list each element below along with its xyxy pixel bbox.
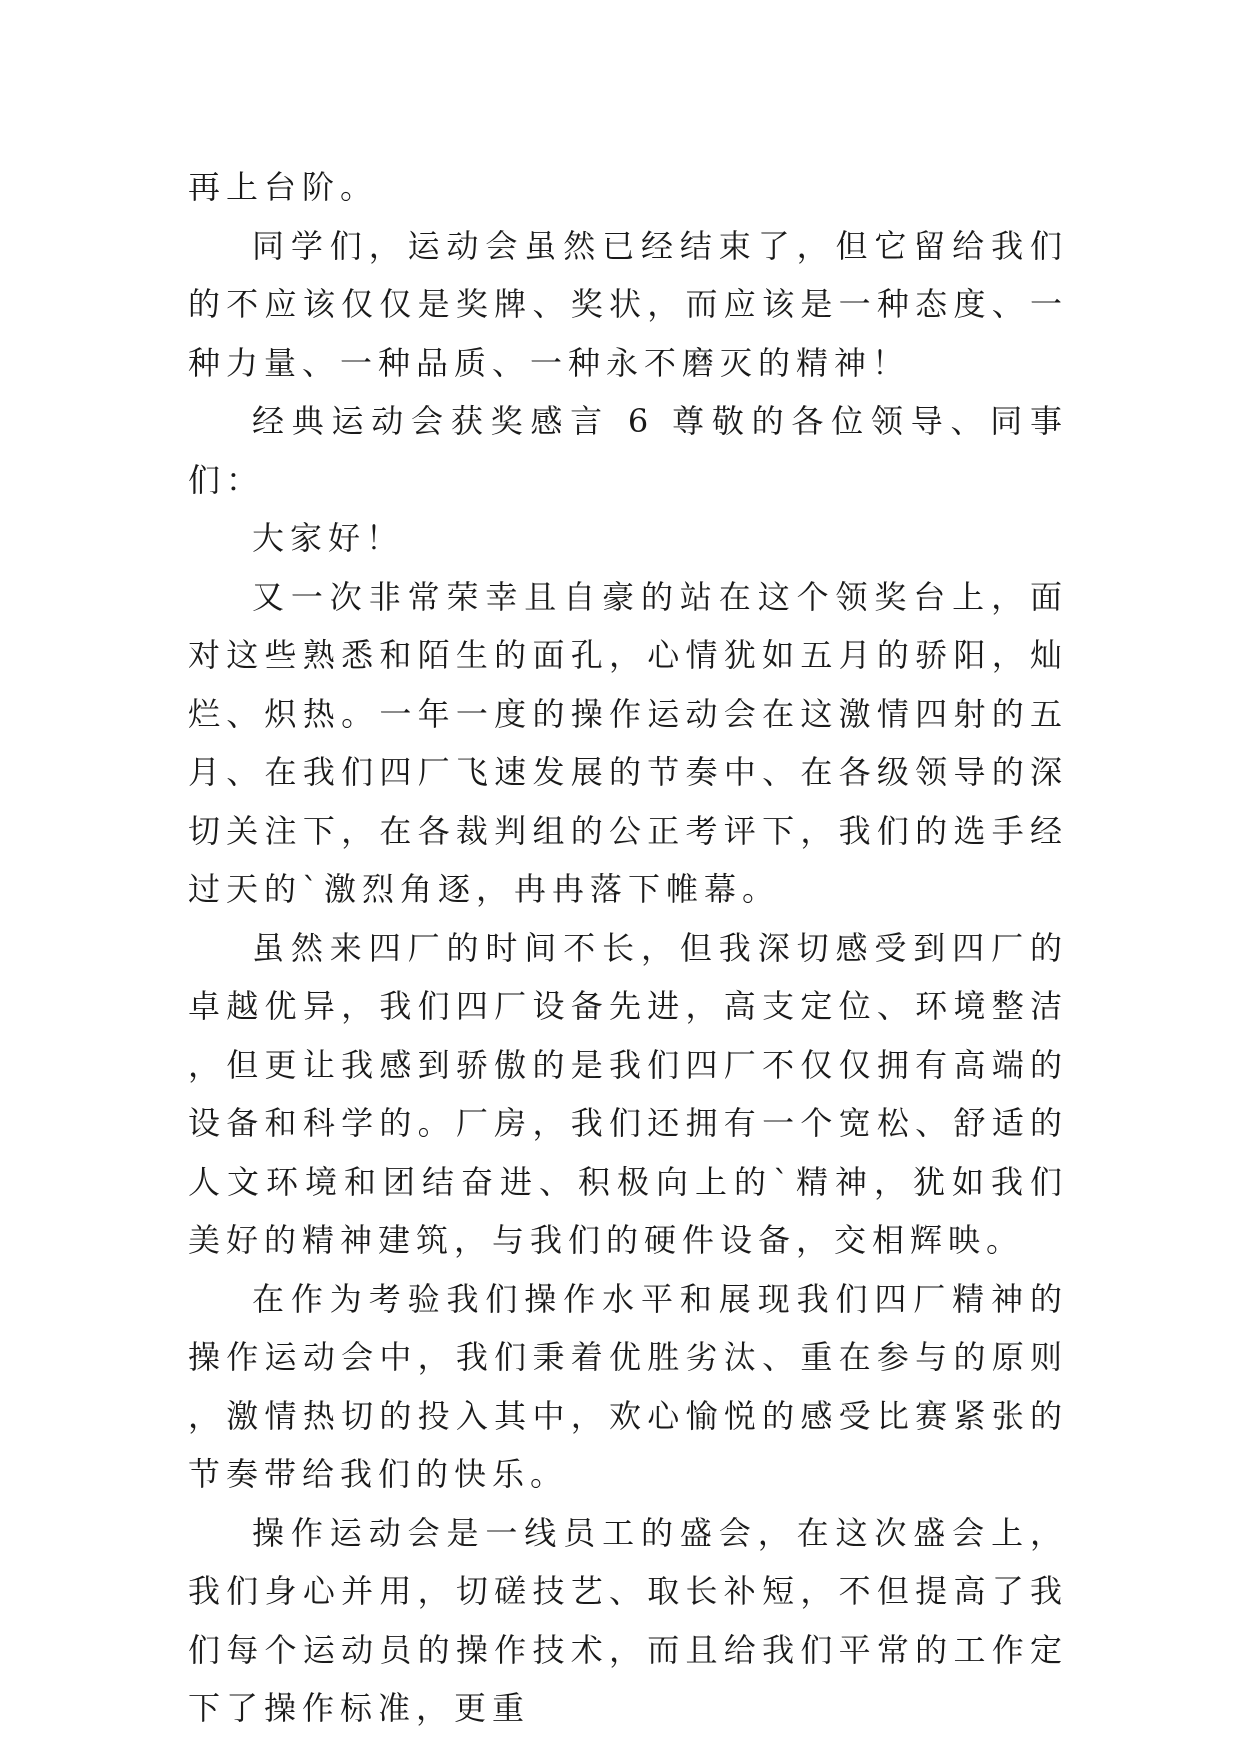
document-body (188, 158, 1068, 1738)
paragraph-7: 在作为考验我们操作水平和展现我们四厂精神的操作运动会中，我们秉着优胜劣汰、重在参与的原则，激情热切的投入其中，欢心愉悦的感受比赛紧张的节奏带给我们的快乐。 (188, 1279, 1068, 1493)
paragraph-3: 经典运动会获奖感言 6 尊敬的各位领导、同事们： (188, 402, 1068, 499)
paragraph-5: 又一次非常荣幸且自豪的站在这个领奖台上，面对这些熟悉和陌生的面孔，心情犹如五月的骄阳，灿烂、炽热。一年一度的操作运动会在这激情四射的五月、在我们四厂飞速发展的节奏中、在各级领导的深切关注下，在各裁判组的公正考评下，我们的选手经过天的`激烈角逐，冉冉落下帷幕。 (188, 577, 1068, 908)
paragraph-4: 大家好！ (252, 519, 405, 557)
paragraph-2: 同学们，运动会虽然已经结束了，但它留给我们的不应该仅仅是奖牌、奖状，而应该是一种态度、一种力量、一种品质、一种永不磨灭的精神！ (188, 226, 1068, 382)
paragraph-1: 再上台阶。 (188, 168, 379, 206)
paragraph-8: 操作运动会是一线员工的盛会，在这次盛会上，我们身心并用，切磋技艺、取长补短，不但提高了我们每个运动员的操作技术，而且给我们平常的工作定下了操作标准，更重 (188, 1513, 1068, 1727)
paragraph-6: 虽然来四厂的时间不长，但我深切感受到四厂的卓越优异，我们四厂设备先进，高支定位、环境整洁，但更让我感到骄傲的是我们四厂不仅仅拥有高端的设备和科学的。厂房，我们还拥有一个宽松、舒适的人文环境和团结奋进、积极向上的`精神，犹如我们美好的精神建筑，与我们的硬件设备，交相辉映。 (188, 928, 1068, 1259)
